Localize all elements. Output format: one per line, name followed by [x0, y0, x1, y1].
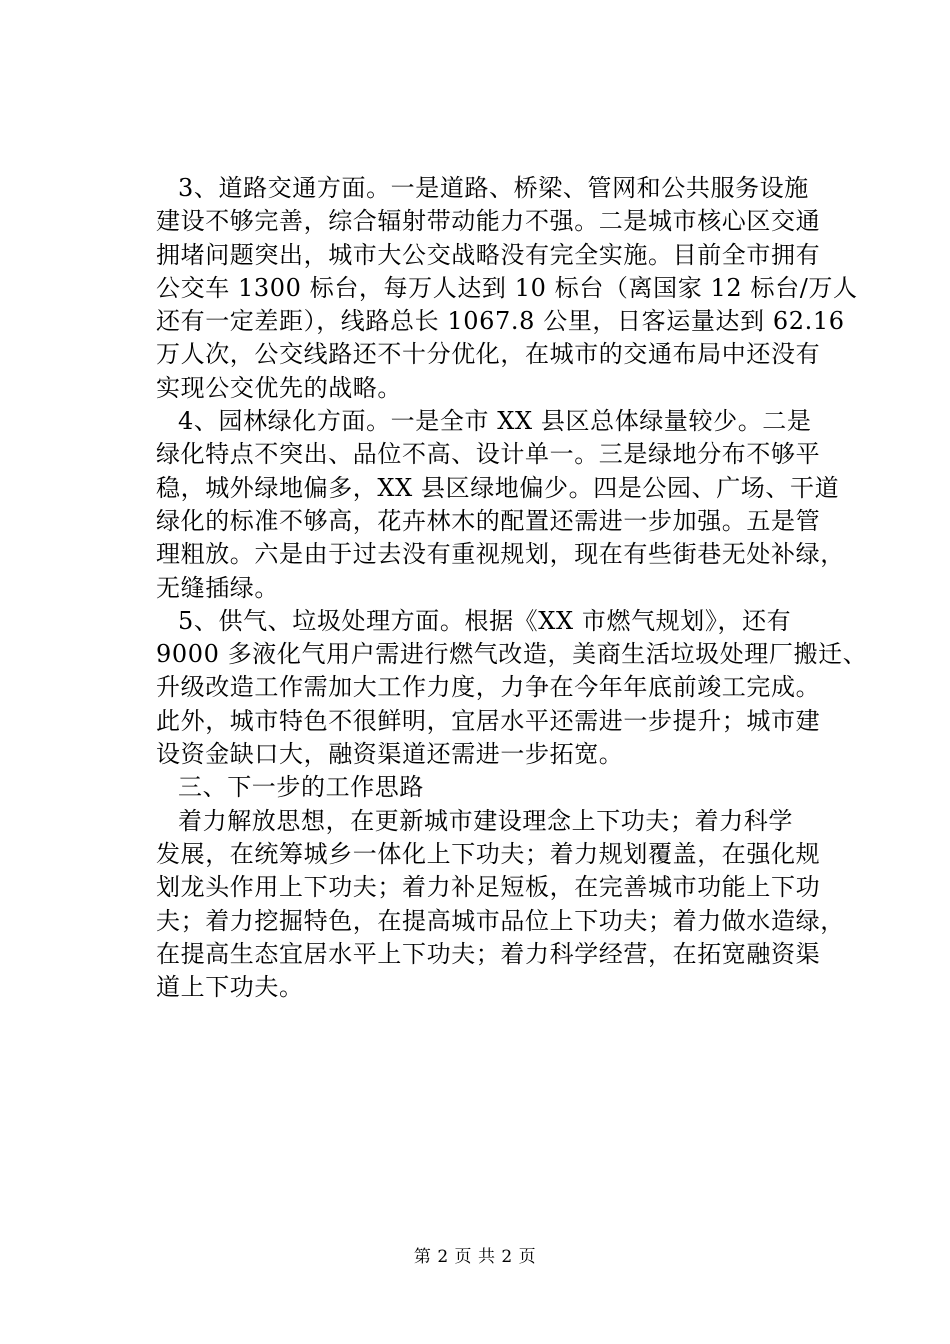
text-line: 公交车 1300 标台，每万人达到 10 标台（离国家 12 标台/万人	[156, 273, 858, 302]
paragraph-road-traffic	[156, 172, 858, 405]
paragraph-work-ideas	[156, 805, 845, 1005]
text-line: 5、供气、垃圾处理方面。根据《XX 市燃气规划》，还有	[178, 606, 792, 635]
text-line: 道上下功夫。	[156, 973, 304, 1002]
text-line: 绿化的标准不够高，花卉林木的配置还需进一步加强。五是管	[156, 506, 821, 535]
text-line: 4、园林绿化方面。一是全市 XX 县区总体绿量较少。二是	[178, 407, 812, 436]
text-line: 升级改造工作需加大工作力度，力争在今年年底前竣工完成。	[156, 673, 821, 702]
section-heading-text: 三、下一步的工作思路	[178, 773, 424, 802]
text-line: 还有一定差距），线路总长 1067.8 公里，日客运量达到 62.16	[156, 307, 845, 336]
text-line: 稳，城外绿地偏多，XX 县区绿地偏少。四是公园、广场、干道	[156, 473, 840, 502]
text-line: 拥堵问题突出，城市大公交战略没有完全实施。目前全市拥有	[156, 240, 821, 269]
section-heading	[156, 771, 828, 804]
text-line: 划龙头作用上下功夫；着力补足短板，在完善城市功能上下功	[156, 873, 821, 902]
text-line: 绿化特点不突出、品位不高、设计单一。三是绿地分布不够平	[156, 440, 821, 469]
paragraph-gas-waste	[156, 605, 868, 771]
text-line: 实现公交优先的战略。	[156, 373, 402, 402]
text-line: 9000 多液化气用户需进行燃气改造，美商生活垃圾处理厂搬迁、	[156, 640, 868, 669]
text-line: 理粗放。六是由于过去没有重视规划，现在有些街巷无处补绿，	[156, 540, 845, 569]
text-line: 此外，城市特色不很鲜明，宜居水平还需进一步提升；城市建	[156, 706, 821, 735]
text-line: 万人次，公交线路还不十分优化，在城市的交通布局中还没有	[156, 340, 821, 369]
page-footer	[0, 1242, 950, 1267]
text-line: 3、道路交通方面。一是道路、桥梁、管网和公共服务设施	[178, 174, 809, 202]
text-line: 夫；着力挖掘特色，在提高城市品位上下功夫；着力做水造绿，	[156, 906, 845, 935]
paragraph-landscaping	[156, 405, 845, 605]
text-line: 在提高生态宜居水平上下功夫；着力科学经营，在拓宽融资渠	[156, 939, 821, 968]
text-line: 着力解放思想，在更新城市建设理念上下功夫；着力科学	[178, 806, 793, 835]
text-line: 发展，在统筹城乡一体化上下功夫；着力规划覆盖，在强化规	[156, 839, 821, 868]
text-line: 无缝插绿。	[156, 573, 279, 602]
document-body	[156, 172, 868, 1004]
text-line: 建设不够完善，综合辐射带动能力不强。二是城市核心区交通	[156, 207, 821, 236]
page-number-label: 第 2 页 共 2 页	[413, 1247, 537, 1267]
text-line: 设资金缺口大，融资渠道还需进一步拓宽。	[156, 740, 624, 769]
